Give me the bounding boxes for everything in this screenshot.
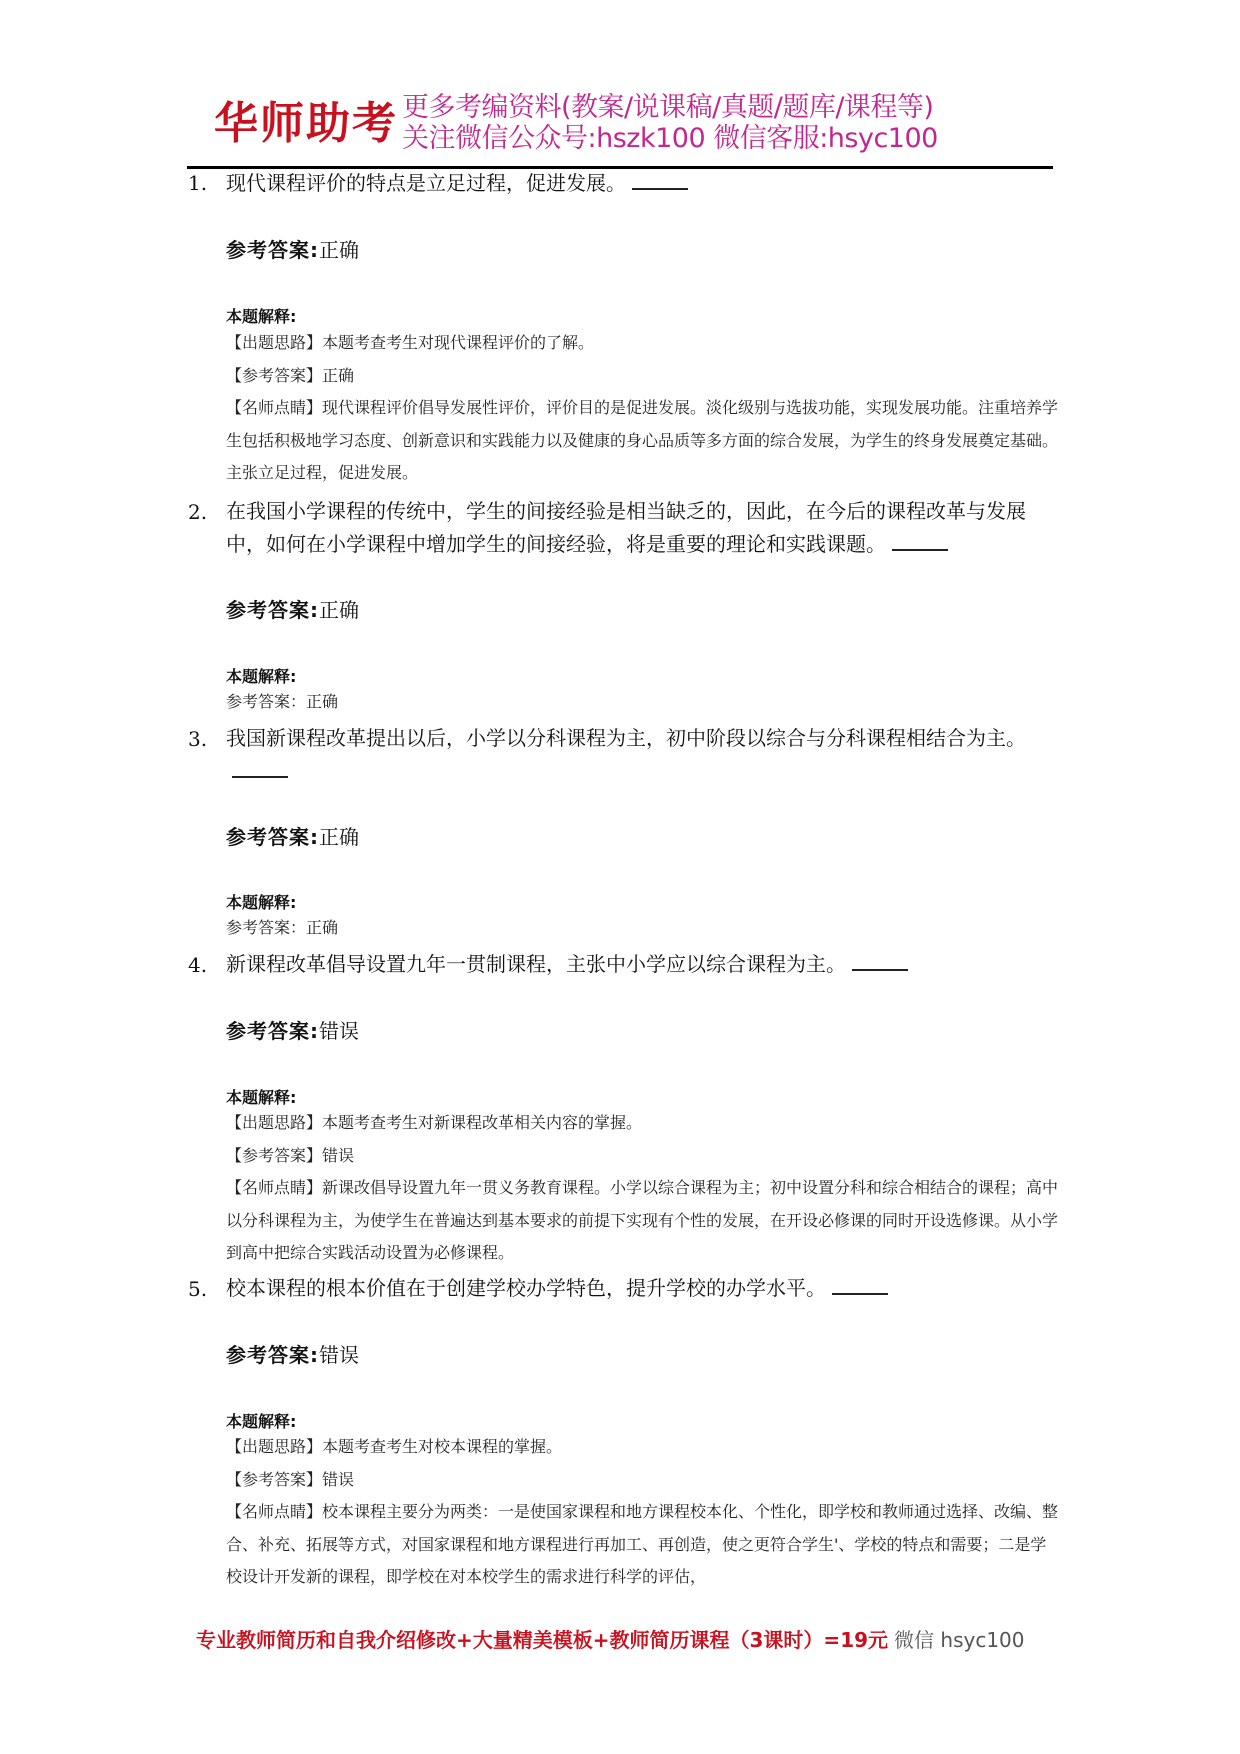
- answer-value: 正确: [319, 238, 359, 262]
- answer-value: 错误: [319, 1019, 359, 1043]
- answer-value: 正确: [319, 598, 359, 622]
- reference-answer: 参考答案:正确: [226, 825, 359, 849]
- explanation-heading: 本题解释:: [226, 307, 297, 326]
- header-slogan: [402, 92, 938, 154]
- answer-blank: [632, 174, 688, 190]
- reference-answer: 参考答案:错误: [226, 1019, 359, 1043]
- explanation-heading: 本题解释:: [226, 1412, 297, 1431]
- answer-blank: [832, 1279, 888, 1295]
- question-number: 1.: [188, 171, 208, 195]
- footer-contact: 微信 hsyc100: [894, 1628, 1025, 1652]
- reference-answer: 参考答案:错误: [226, 1343, 359, 1367]
- explanation-heading: 本题解释:: [226, 893, 297, 912]
- slogan-line-1: 更多考编资料(教案/说课稿/真题/题库/课程等): [402, 92, 934, 123]
- question-text: 我国新课程改革提出以后，小学以分科课程为主，初中阶段以综合与分科课程相结合为主。: [226, 722, 1060, 788]
- explanation-body: 【出题思路】本题考查考生对新课程改革相关内容的掌握。 【参考答案】错误 【名师点睛】新课改倡导设置九年一贯义务教育课程。小学以综合课程为主；初中设置分科和综合相结合的课程；高中以分科课程为主，为使学生在普遍达到基本要求的前提下实现有个性的发展，在开设必修课的同时开设选修课。从小学到高中把综合实践活动设置为必修课程。: [226, 1113, 1059, 1262]
- question-number: 2.: [188, 500, 208, 524]
- footer-promo: 专业教师简历和自我介绍修改+大量精美模板+教师简历课程（3课时）=19元: [196, 1628, 889, 1652]
- question-number: 3.: [188, 727, 208, 751]
- question-text: 现代课程评价的特点是立足过程，促进发展。: [226, 167, 1060, 200]
- question-text: 校本课程的根本价值在于创建学校办学特色，提升学校的办学水平。: [226, 1272, 1060, 1305]
- brand-logo: 华师助考: [214, 98, 398, 149]
- answer-value: 正确: [319, 825, 359, 849]
- explanation-body: 参考答案：正确: [226, 692, 339, 711]
- question-text: 新课程改革倡导设置九年一贯制课程，主张中小学应以综合课程为主。: [226, 948, 1060, 981]
- reference-answer: 参考答案:正确: [226, 238, 359, 262]
- explanation-heading: 本题解释:: [226, 667, 297, 686]
- explanation-body: 参考答案：正确: [226, 918, 339, 937]
- answer-value: 错误: [319, 1343, 359, 1367]
- slogan-line-2: 关注微信公众号:hszk100 微信客服:hsyc100: [402, 123, 938, 154]
- header-banner: [210, 92, 1050, 158]
- explanation-body: 【出题思路】本题考查考生对校本课程的掌握。 【参考答案】错误 【名师点睛】校本课程主要分为两类：一是使国家课程和地方课程校本化、个性化，即学校和教师通过选择、改编、整合、补充、拓展等方式，对国家课程和地方课程进行再加工、再创造，使之更符合学生'、学校的特点和需要；二是学校设计开发新的课程，即学校在对本校学生的需求进行科学的评估，: [226, 1437, 1059, 1586]
- answer-blank: [892, 535, 948, 551]
- answer-blank: [852, 955, 908, 971]
- footer-ad: [196, 1624, 1025, 1653]
- explanation-body: 【出题思路】本题考查考生对现代课程评价的了解。 【参考答案】正确 【名师点睛】现代课程评价倡导发展性评价，评价目的是促进发展。淡化级别与选拔功能，实现发展功能。注重培养学生包括积极地学习态度、创新意识和实践能力以及健康的身心品质等多方面的综合发展，为学生的终身发展奠定基础。主张立足过程，促进发展。: [226, 333, 1059, 482]
- question-text: 在我国小学课程的传统中，学生的间接经验是相当缺乏的，因此，在今后的课程改革与发展中，如何在小学课程中增加学生的间接经验，将是重要的理论和实践课题。: [226, 499, 1026, 556]
- question-number: 4.: [188, 953, 208, 977]
- question-number: 5.: [188, 1277, 208, 1301]
- explanation-heading: 本题解释:: [226, 1088, 297, 1107]
- reference-answer: 参考答案:正确: [226, 598, 359, 622]
- answer-blank: [232, 762, 288, 778]
